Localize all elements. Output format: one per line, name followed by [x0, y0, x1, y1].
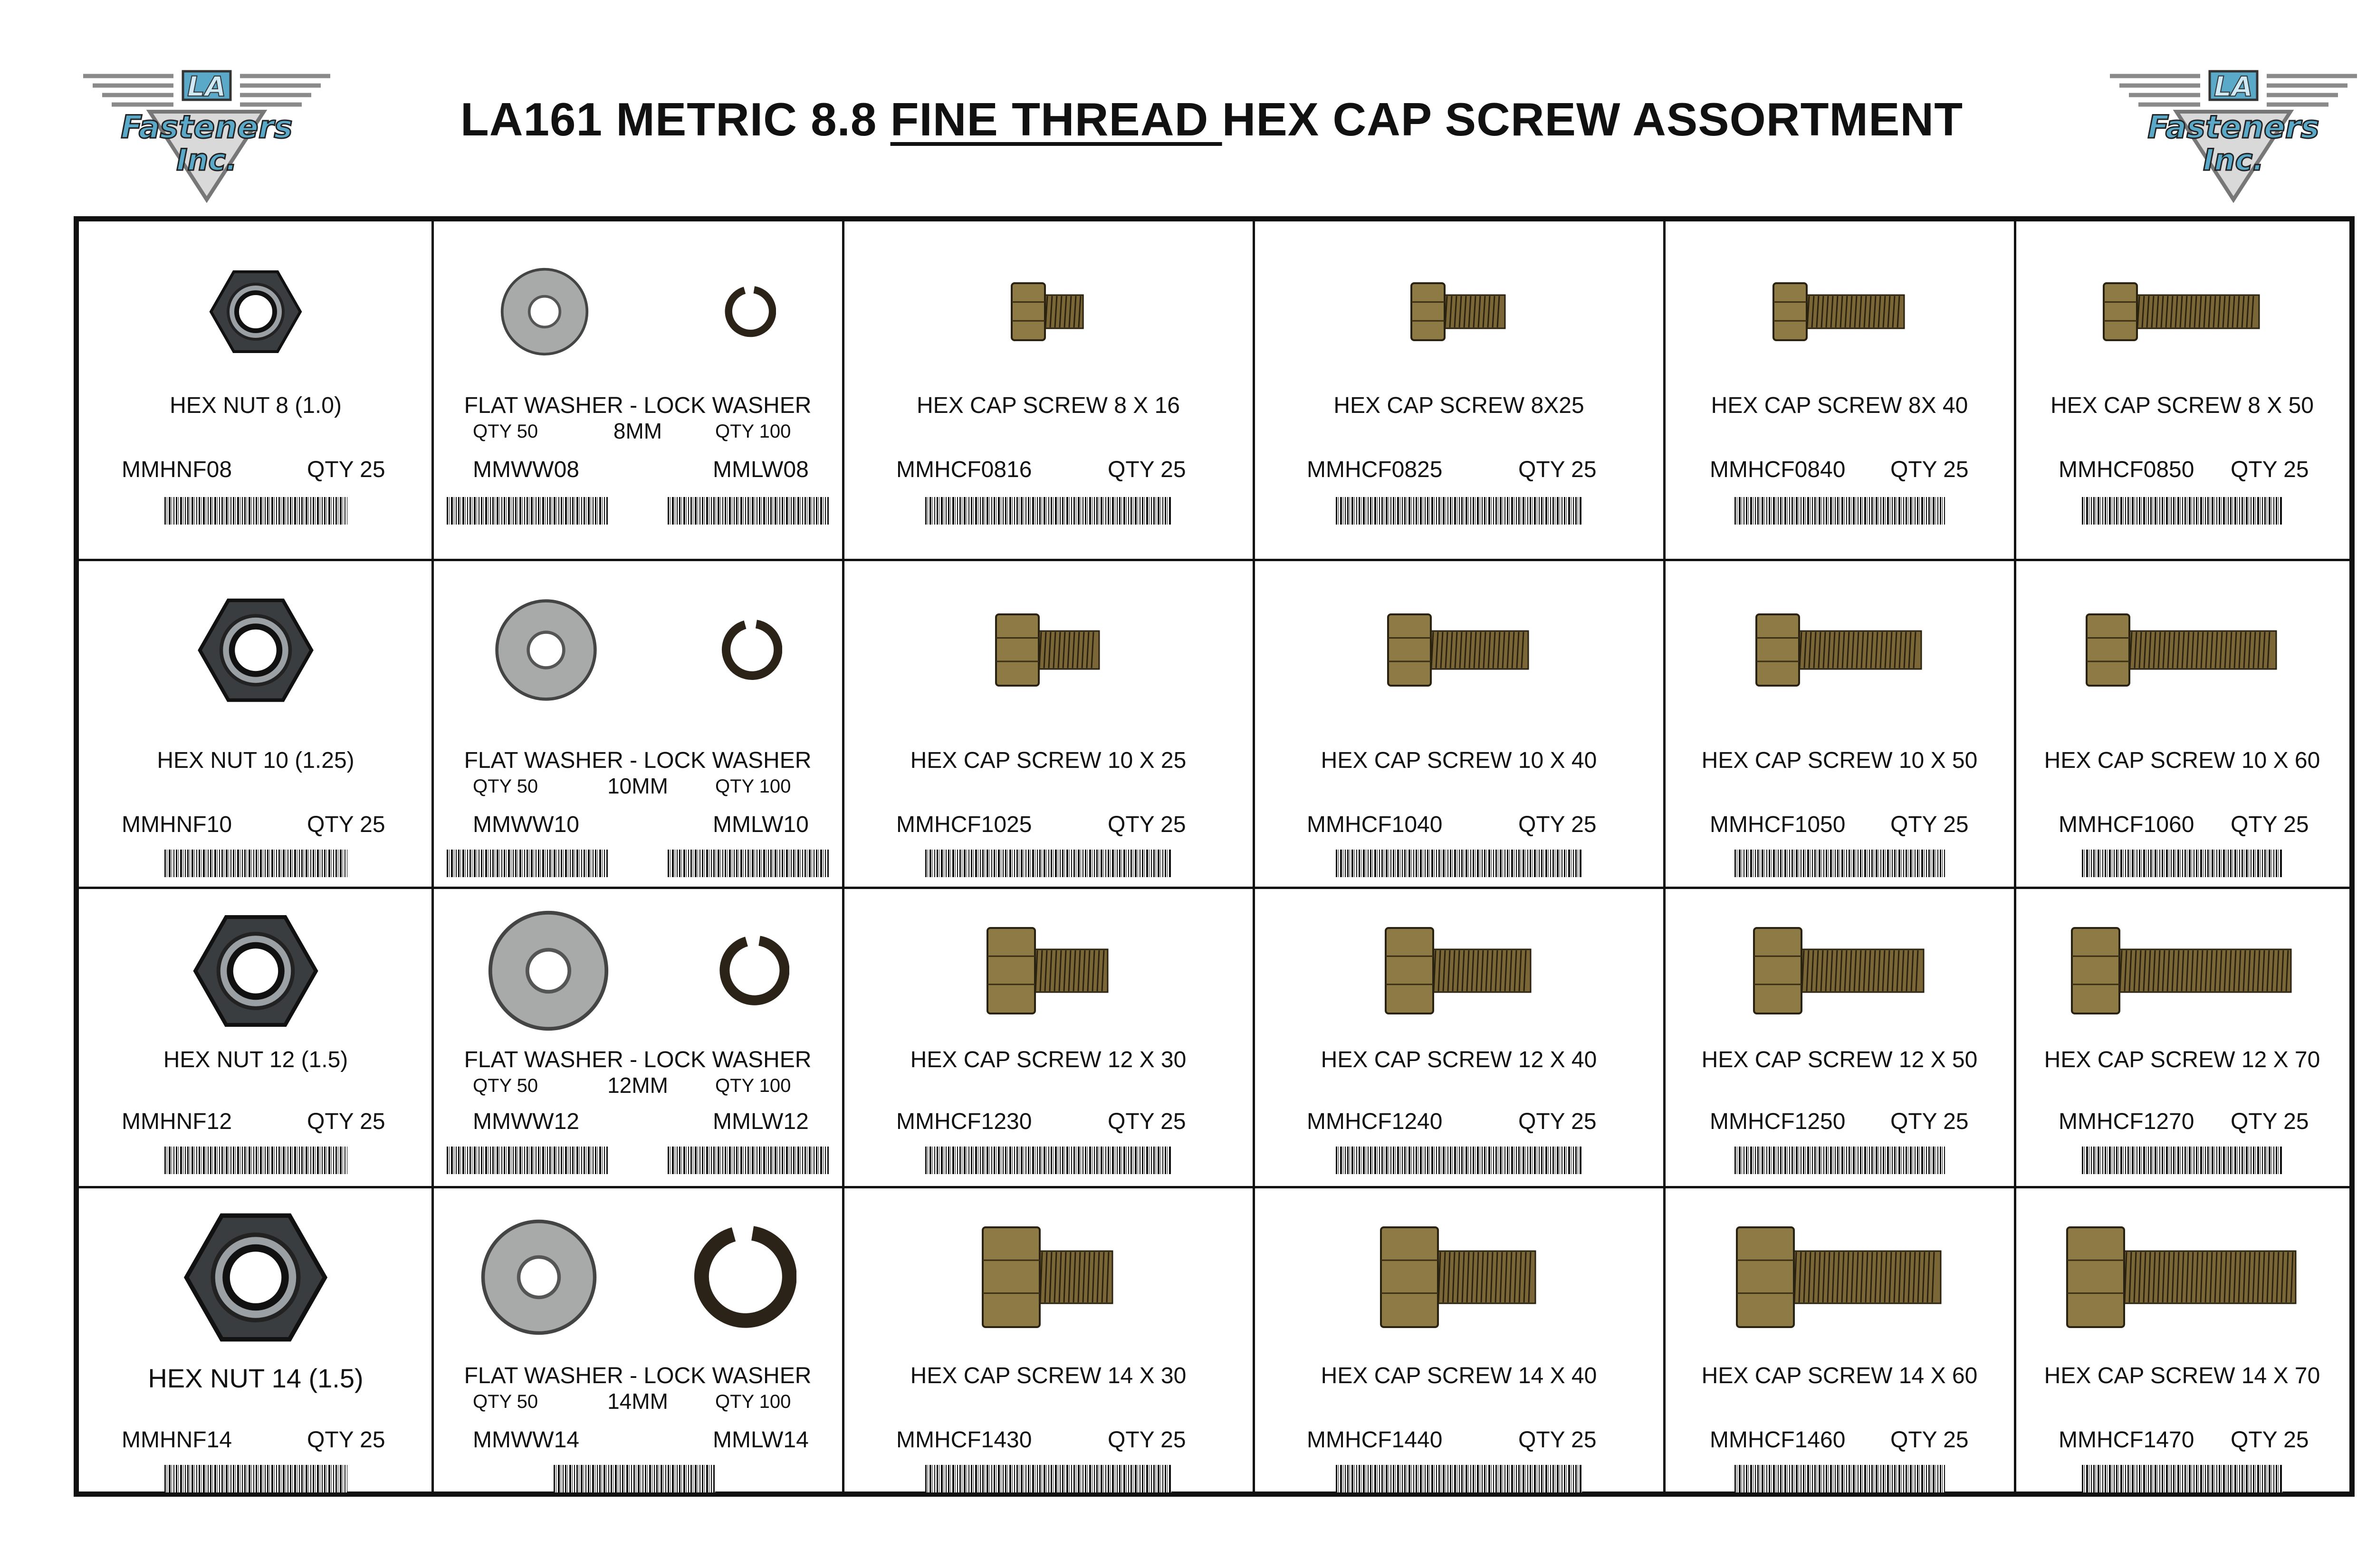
- screw-cell: [1664, 560, 2015, 888]
- lock-washer-qty: QTY 100: [715, 1075, 791, 1096]
- hex-cap-screw-icon: [981, 1226, 1115, 1329]
- logo-text-inc: Inc.: [2203, 143, 2264, 177]
- part-number: MMHNF12: [122, 1109, 232, 1134]
- screw-cell: [843, 1187, 1254, 1492]
- flat-washer-part-number: MMWW10: [473, 812, 579, 837]
- screw-cell: [1664, 888, 2015, 1187]
- quantity: QTY 25: [2231, 1427, 2309, 1453]
- hex-cap-screw-icon: [1384, 927, 1533, 1015]
- flat-washer-part-number: MMWW12: [473, 1109, 579, 1134]
- flat-washer-part-number: MMWW14: [473, 1427, 579, 1453]
- screw-label: HEX CAP SCREW 8X 40: [1711, 393, 1968, 418]
- washer-size: 14MM: [607, 1389, 668, 1414]
- screw-cell: [2015, 560, 2349, 888]
- nut-label: HEX NUT 10 (1.25): [157, 748, 354, 773]
- washer-size: 10MM: [607, 774, 668, 798]
- barcode: [1336, 850, 1582, 877]
- flat-washer-qty: QTY 50: [473, 776, 538, 797]
- hex-nut-icon: [208, 269, 303, 354]
- flat-washer-part-number: MMWW08: [473, 457, 579, 482]
- barcode: [668, 850, 829, 877]
- nut-label: HEX NUT 14 (1.5): [148, 1363, 364, 1393]
- part-number: MMHCF1230: [896, 1109, 1032, 1134]
- nut-cell: [79, 560, 432, 888]
- barcode: [668, 497, 829, 525]
- barcode: [1734, 497, 1945, 525]
- part-number: MMHCF1460: [1710, 1427, 1846, 1453]
- nut-picture: [79, 588, 432, 712]
- assortment-grid: [74, 216, 2355, 1497]
- screw-picture: [2015, 1201, 2349, 1353]
- flat-washer-icon: [499, 267, 590, 357]
- barcode: [2082, 1147, 2282, 1174]
- barcode: [925, 1147, 1171, 1174]
- lock-washer-icon: [724, 286, 776, 338]
- barcode: [1336, 1147, 1582, 1174]
- barcode: [1734, 1465, 1945, 1492]
- barcode: [164, 1147, 347, 1174]
- washer-pictures: [432, 588, 843, 712]
- hex-cap-screw-icon: [1735, 1226, 1944, 1329]
- part-number: MMHCF1470: [2059, 1427, 2194, 1453]
- quantity: QTY 25: [307, 1109, 385, 1134]
- screw-cell: [1254, 1187, 1664, 1492]
- logo-text-la: LA: [187, 70, 226, 103]
- hex-cap-screw-icon: [1772, 282, 1907, 342]
- part-number: MMHCF1060: [2059, 812, 2194, 837]
- quantity: QTY 25: [2231, 1109, 2309, 1134]
- nut-cell: [79, 1187, 432, 1492]
- quantity: QTY 25: [2231, 812, 2309, 837]
- page-header: [0, 0, 2376, 214]
- quantity: QTY 25: [1890, 457, 1969, 482]
- washer-pictures: [432, 907, 843, 1035]
- screw-cell: [1254, 221, 1664, 560]
- nut-cell: [79, 888, 432, 1187]
- screw-cell: [2015, 1187, 2349, 1492]
- screw-cell: [1254, 560, 1664, 888]
- washer-cell: [432, 560, 843, 888]
- barcode: [2082, 1465, 2282, 1492]
- washer-size: 12MM: [607, 1073, 668, 1098]
- part-number: MMHCF1270: [2059, 1109, 2194, 1134]
- hex-cap-screw-icon: [986, 927, 1111, 1015]
- washer-label: FLAT WASHER - LOCK WASHER: [464, 748, 812, 773]
- screw-picture: [1664, 1201, 2015, 1353]
- lock-washer-part-number: MMLW14: [713, 1427, 809, 1453]
- screw-cell: [1664, 221, 2015, 560]
- screw-label: HEX CAP SCREW 8X25: [1333, 393, 1584, 418]
- washer-cell: [432, 1187, 843, 1492]
- hex-cap-screw-icon: [2102, 282, 2262, 342]
- screw-cell: [2015, 221, 2349, 560]
- lock-washer-icon: [720, 619, 782, 681]
- screw-cell: [1664, 1187, 2015, 1492]
- lock-washer-qty: QTY 100: [715, 1391, 791, 1412]
- barcode: [447, 850, 608, 877]
- part-number: MMHCF1440: [1307, 1427, 1443, 1453]
- quantity: QTY 25: [1518, 1427, 1597, 1453]
- screw-label: HEX CAP SCREW 14 X 60: [1701, 1363, 1978, 1388]
- screw-label: HEX CAP SCREW 12 X 40: [1321, 1047, 1597, 1072]
- hex-cap-screw-icon: [1380, 1226, 1538, 1329]
- part-number: MMHCF1025: [896, 812, 1032, 837]
- screw-picture: [1664, 255, 2015, 369]
- hex-cap-screw-icon: [1753, 927, 1926, 1015]
- hex-nut-icon: [192, 913, 320, 1029]
- screw-picture: [1664, 588, 2015, 712]
- part-number: MMHCF0816: [896, 457, 1032, 482]
- screw-cell: [843, 888, 1254, 1187]
- barcode: [164, 1465, 347, 1492]
- barcode: [1734, 1147, 1945, 1174]
- lock-washer-part-number: MMLW10: [713, 812, 809, 837]
- screw-label: HEX CAP SCREW 10 X 25: [910, 748, 1187, 773]
- screw-label: HEX CAP SCREW 14 X 70: [2044, 1363, 2320, 1388]
- screw-picture: [2015, 255, 2349, 369]
- lock-washer-qty: QTY 100: [715, 421, 791, 442]
- hex-cap-screw-icon: [2066, 1226, 2299, 1329]
- lock-washer-part-number: MMLW08: [713, 457, 809, 482]
- part-number: MMHCF1430: [896, 1427, 1032, 1453]
- part-number: MMHNF14: [122, 1427, 232, 1453]
- screw-label: HEX CAP SCREW 14 X 30: [910, 1363, 1187, 1388]
- hex-nut-icon: [196, 597, 315, 704]
- hex-cap-screw-icon: [1387, 613, 1531, 687]
- screw-picture: [1254, 588, 1664, 712]
- screw-picture: [843, 1201, 1254, 1353]
- screw-cell: [843, 560, 1254, 888]
- barcode: [164, 850, 347, 877]
- washer-cell: [432, 221, 843, 560]
- screw-cell: [1254, 888, 1664, 1187]
- part-number: MMHNF08: [122, 457, 232, 482]
- quantity: QTY 25: [307, 1427, 385, 1453]
- lock-washer-icon: [718, 935, 789, 1006]
- hex-cap-screw-icon: [1010, 282, 1086, 342]
- screw-picture: [1254, 1201, 1664, 1353]
- title-underlined: FINE THREAD: [890, 93, 1222, 145]
- barcode: [2082, 850, 2282, 877]
- screw-picture: [2015, 907, 2349, 1035]
- barcode: [164, 497, 347, 525]
- barcode: [447, 497, 608, 525]
- barcode: [447, 1147, 608, 1174]
- quantity: QTY 25: [1518, 1109, 1597, 1134]
- screw-label: HEX CAP SCREW 8 X 50: [2050, 393, 2314, 418]
- part-number: MMHCF0840: [1710, 457, 1846, 482]
- screw-picture: [1254, 907, 1664, 1035]
- part-number: MMHCF1040: [1307, 812, 1443, 837]
- quantity: QTY 25: [307, 457, 385, 482]
- washer-size: 8MM: [613, 419, 662, 443]
- washer-label: FLAT WASHER - LOCK WASHER: [464, 1047, 812, 1072]
- part-number: MMHNF10: [122, 812, 232, 837]
- screw-cell: [843, 221, 1254, 560]
- screw-picture: [1254, 255, 1664, 369]
- screw-picture: [843, 588, 1254, 712]
- logo-text-inc: Inc.: [176, 143, 237, 177]
- screw-label: HEX CAP SCREW 10 X 60: [2044, 748, 2320, 773]
- screw-picture: [843, 907, 1254, 1035]
- screw-label: HEX CAP SCREW 12 X 30: [910, 1047, 1187, 1072]
- screw-picture: [843, 255, 1254, 369]
- screw-label: HEX CAP SCREW 10 X 40: [1321, 748, 1597, 773]
- quantity: QTY 25: [1518, 812, 1597, 837]
- nut-label: HEX NUT 12 (1.5): [163, 1047, 348, 1072]
- washer-pictures: [432, 1201, 843, 1353]
- quantity: QTY 25: [1890, 1427, 1969, 1453]
- quantity: QTY 25: [1108, 1109, 1186, 1134]
- flat-washer-icon: [494, 598, 598, 702]
- screw-cell: [2015, 888, 2349, 1187]
- quantity: QTY 25: [1108, 457, 1186, 482]
- flat-washer-icon: [487, 909, 610, 1033]
- barcode: [554, 1465, 715, 1492]
- nut-cell: [79, 221, 432, 560]
- flat-washer-qty: QTY 50: [473, 1075, 538, 1096]
- barcode: [1734, 850, 1945, 877]
- barcode: [2082, 497, 2282, 525]
- washer-label: FLAT WASHER - LOCK WASHER: [464, 393, 812, 418]
- washer-pictures: [432, 255, 843, 369]
- logo-text-fasteners: Fasteners: [121, 109, 293, 145]
- washer-cell: [432, 888, 843, 1187]
- part-number: MMHCF1250: [1710, 1109, 1846, 1134]
- hex-cap-screw-icon: [1410, 282, 1508, 342]
- quantity: QTY 25: [307, 812, 385, 837]
- page-title: LA161 METRIC 8.8 FINE THREAD HEX CAP SCREW ASSORTMENT: [460, 93, 1964, 145]
- hex-cap-screw-icon: [2085, 613, 2279, 687]
- hex-cap-screw-icon: [2070, 927, 2294, 1015]
- barcode: [1336, 1465, 1582, 1492]
- screw-picture: [2015, 588, 2349, 712]
- barcode: [1336, 497, 1582, 525]
- hex-cap-screw-icon: [995, 613, 1102, 687]
- washer-label: FLAT WASHER - LOCK WASHER: [464, 1363, 812, 1388]
- barcode: [925, 1465, 1171, 1492]
- company-logo-right: [2105, 67, 2362, 204]
- hex-cap-screw-icon: [1755, 613, 1924, 687]
- quantity: QTY 25: [1890, 1109, 1969, 1134]
- quantity: QTY 25: [1108, 812, 1186, 837]
- logo-text-fasteners: Fasteners: [2147, 109, 2319, 145]
- logo-text-la: LA: [2214, 70, 2253, 103]
- lock-washer-icon: [692, 1225, 796, 1329]
- flat-washer-icon: [479, 1218, 598, 1337]
- screw-label: HEX CAP SCREW 14 X 40: [1321, 1363, 1597, 1388]
- part-number: MMHCF1050: [1710, 812, 1846, 837]
- part-number: MMHCF1240: [1307, 1109, 1443, 1134]
- flat-washer-qty: QTY 50: [473, 1391, 538, 1412]
- screw-label: HEX CAP SCREW 12 X 50: [1701, 1047, 1978, 1072]
- screw-picture: [1664, 907, 2015, 1035]
- barcode: [925, 497, 1171, 525]
- quantity: QTY 25: [1518, 457, 1597, 482]
- screw-label: HEX CAP SCREW 8 X 16: [917, 393, 1180, 418]
- lock-washer-qty: QTY 100: [715, 776, 791, 797]
- nut-label: HEX NUT 8 (1.0): [170, 393, 342, 418]
- barcode: [925, 850, 1171, 877]
- quantity: QTY 25: [2231, 457, 2309, 482]
- flat-washer-qty: QTY 50: [473, 421, 538, 442]
- lock-washer-part-number: MMLW12: [713, 1109, 809, 1134]
- quantity: QTY 25: [1890, 812, 1969, 837]
- part-number: MMHCF0825: [1307, 457, 1443, 482]
- hex-nut-icon: [182, 1211, 329, 1344]
- nut-picture: [79, 255, 432, 369]
- nut-picture: [79, 907, 432, 1035]
- part-number: MMHCF0850: [2059, 457, 2194, 482]
- barcode: [668, 1147, 829, 1174]
- nut-picture: [79, 1201, 432, 1353]
- screw-label: HEX CAP SCREW 12 X 70: [2044, 1047, 2320, 1072]
- screw-label: HEX CAP SCREW 10 X 50: [1701, 748, 1978, 773]
- quantity: QTY 25: [1108, 1427, 1186, 1453]
